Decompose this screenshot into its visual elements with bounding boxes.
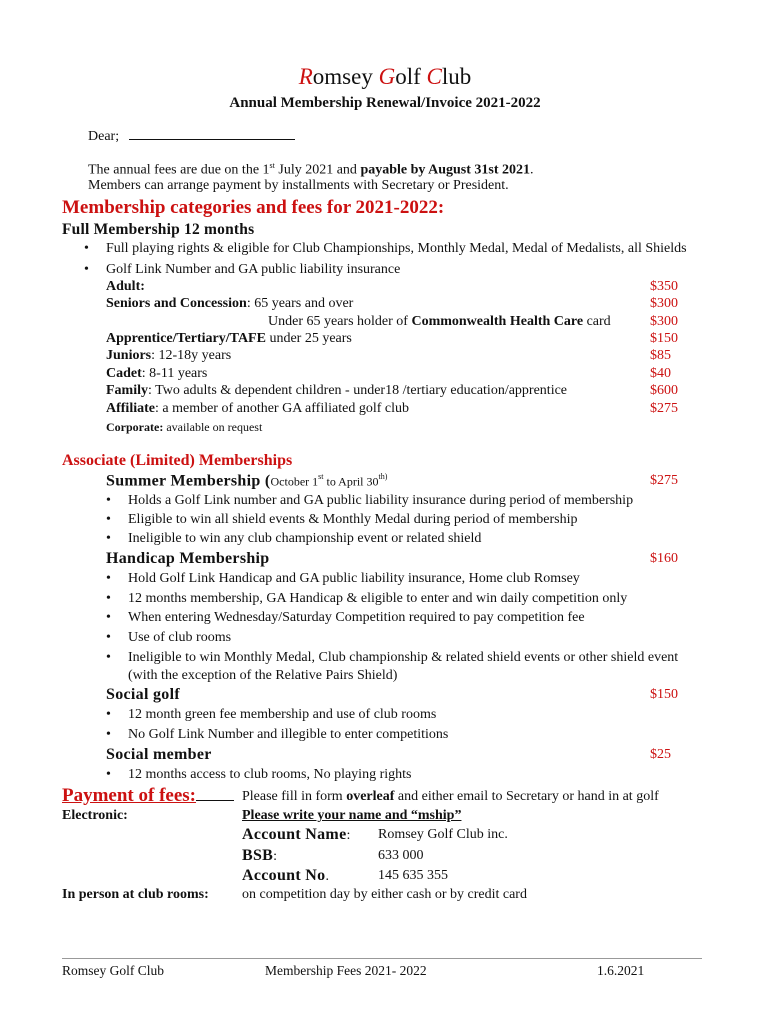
price-family: $600 [650,383,678,398]
price-social-member: $25 [650,747,671,762]
payment-heading-row [62,785,234,807]
in-person-value: on competition day by either cash or by credit card [242,887,527,902]
price-social-golf: $150 [650,687,678,702]
fee-row-cadet: Cadet: 8-11 years [106,366,208,381]
price-apprentice: $150 [650,331,678,346]
list-item: • 12 months access to club rooms, No playing rights [128,767,411,783]
list-item: • 12 months membership, GA Handicap & eligible to enter and win daily competition only [128,591,627,607]
list-item: • Hold Golf Link Handicap and GA public liability insurance, Home club Romsey [128,571,580,587]
price-adult: $350 [650,279,678,294]
list-item: • Ineligible to win any club championship event or related shield [128,531,481,547]
fee-row-under65: Under 65 years holder of Commonwealth Health Care card [268,314,611,329]
bsb-row: BSB: [242,847,278,864]
title-word-club: Club [426,64,472,89]
price-cadet: $40 [650,366,671,381]
account-name-value: Romsey Golf Club inc. [378,827,508,842]
full-membership-heading: Full Membership 12 months [62,221,255,238]
footer-left: Romsey Golf Club [62,963,165,978]
price-seniors: $300 [650,296,678,311]
list-item: • When entering Wednesday/Saturday Competition required to pay competition fee [128,610,585,626]
price-juniors: $85 [650,348,671,363]
fee-row-affiliate: Affiliate: a member of another GA affiliated golf club [106,401,409,416]
list-item: • Ineligible to win Monthly Medal, Club championship & related shield events or other shield event [128,650,678,666]
footer-center: Membership Fees 2021- 2022 [265,963,427,978]
handicap-membership-heading: Handicap Membership [106,550,270,567]
list-item: • Holds a Golf Link number and GA public liability insurance during period of membership [128,493,633,509]
in-person-label: In person at club rooms: [62,887,209,902]
fee-row-adult: Adult: [106,279,145,294]
page-title [0,64,770,90]
account-no-value: 145 635 355 [378,868,448,883]
associate-heading: Associate (Limited) Memberships [62,452,293,469]
footer-right: 1.6.2021 [597,963,645,978]
summer-membership-heading: Summer Membership (October 1st to April $30^{th)}$ [106,472,388,490]
list-item: • No Golf Link Number and illegible to enter competitions [128,727,448,743]
write-name-note: Please write your name and “mship” [242,808,462,823]
list-item-continuation: (with the exception of the Relative Pairs Shield) [128,668,398,683]
fee-row-apprentice: Apprentice/Tertiary/TAFE under 25 years [106,331,352,346]
title-word-golf: Golf [378,64,427,89]
document-subtitle: Annual Membership Renewal/Invoice 2021-2022 [229,95,541,111]
social-member-heading: Social member [106,746,212,763]
list-item: • Eligible to win all shield events & Monthly Medal during period of membership [128,512,577,528]
price-handicap: $160 [650,551,678,566]
price-under65: $300 [650,314,678,329]
fee-row-corporate: Corporate: available on request [106,420,263,434]
social-golf-heading: Social golf [106,686,180,703]
list-item: • Use of club rooms [128,630,231,646]
bsb-value: 633 000 [378,848,424,863]
salutation: Dear; [88,127,295,145]
account-no-row: Account No. [242,867,329,884]
price-summer: $275 [650,473,678,488]
list-item: • Full playing rights & eligible for Club Championships, Monthly Medal, Medal of Medalists, all Shields [106,241,687,257]
fee-row-seniors: Seniors and Concession: 65 years and over [106,296,354,311]
account-name-row: Account Name: [242,826,351,843]
list-item: • 12 month green fee membership and use of club rooms [128,707,436,723]
due-date-line: The annual fees are due on the 1st July 2021 and payable by August 31st 2021. [88,161,534,178]
payment-heading: Payment of fees: [62,785,197,806]
fee-row-juniors: Juniors: 12-18y years [106,348,232,363]
categories-heading: Membership categories and fees for 2021-2022: [62,197,445,218]
title-word-romsey: Romsey [298,64,379,89]
price-affiliate: $275 [650,401,678,416]
fee-row-family: Family: Two adults & dependent children - under18 /tertiary education/apprentice [106,383,568,398]
list-item: • Golf Link Number and GA public liability insurance [106,262,400,278]
name-blank-line [129,127,295,140]
payment-note: Please fill in form overleaf and either email to Secretary or hand in at golf [242,789,659,804]
footer-divider [62,958,702,959]
electronic-label: Electronic: [62,808,128,823]
installments-line: Members can arrange payment by installments with Secretary or President. [88,178,509,193]
